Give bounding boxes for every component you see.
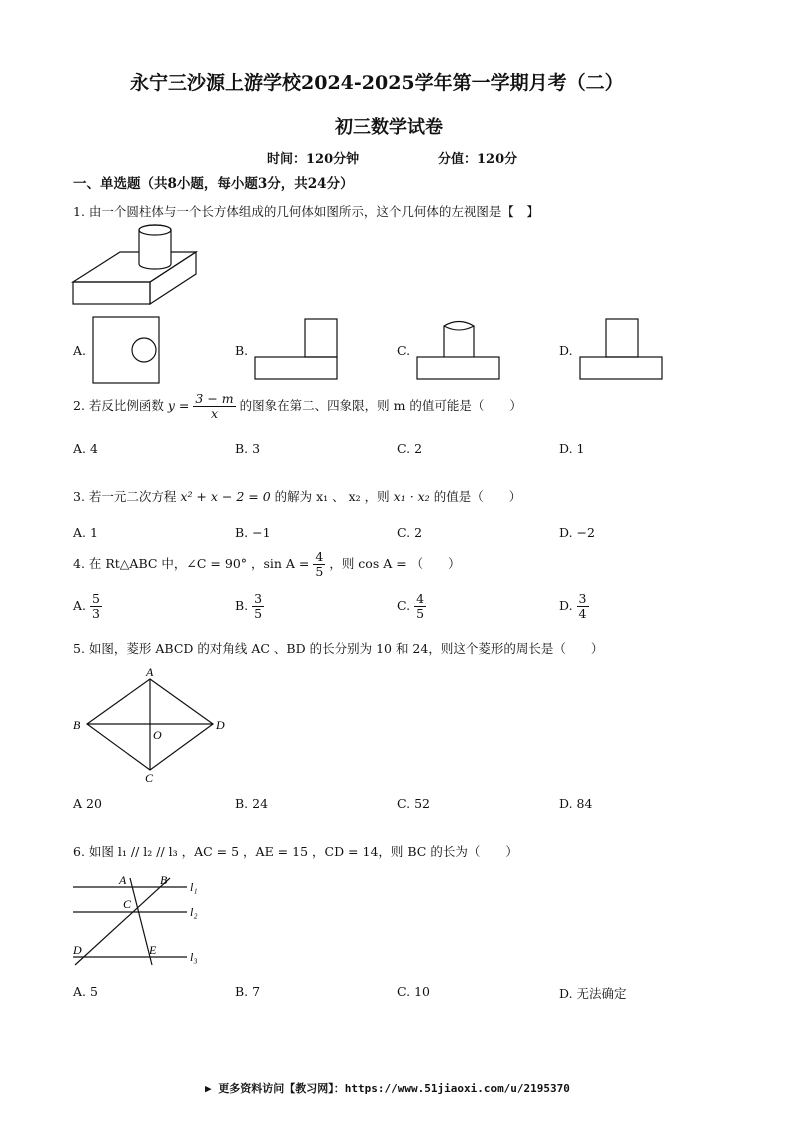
question-2 bbox=[73, 392, 522, 421]
q1-option-a-figure[interactable] bbox=[92, 316, 160, 384]
q4-denominator: 5 bbox=[315, 563, 324, 579]
q2-prefix: 2. 若反比例函数 bbox=[73, 397, 164, 413]
q4-option-b[interactable] bbox=[235, 592, 264, 621]
q5-label-o: O bbox=[153, 728, 162, 742]
q1-solid-figure bbox=[70, 222, 200, 307]
q4-option-d-den: 4 bbox=[578, 605, 587, 621]
q4-option-a[interactable] bbox=[73, 592, 102, 621]
q6-option-b[interactable]: B. 7 bbox=[235, 984, 261, 999]
q5-label-c: C bbox=[145, 771, 154, 785]
footer-link[interactable]: ▶ 更多资料访问【教习网】：https://www.51jiaoxi.com/u/2195370 bbox=[205, 1082, 570, 1095]
question-3 bbox=[73, 487, 521, 505]
q2-option-c[interactable]: C. 2 bbox=[397, 441, 423, 456]
q4-option-a-fraction bbox=[90, 592, 102, 621]
q3-product: x₁ · x₂ bbox=[393, 489, 430, 504]
q2-numerator: 3 − m bbox=[195, 391, 234, 406]
exam-time: 时间：120分钟 bbox=[267, 152, 360, 167]
q4-option-a-label: A. bbox=[73, 597, 87, 613]
q3-mid: 的解为 x₁ 、 x₂ ，则 bbox=[274, 489, 390, 504]
question-5-text: 5. 如图，菱形 ABCD 的对角线 AC 、BD 的长分别为 10 和 24，则这个菱形的周长是（ ） bbox=[73, 641, 604, 656]
q5-option-b[interactable]: B. 24 bbox=[235, 796, 269, 811]
q1-option-b-label[interactable]: B. bbox=[235, 343, 249, 358]
q6-label-d: D bbox=[73, 943, 82, 957]
q4-option-b-den: 5 bbox=[254, 605, 263, 621]
q4-option-a-num: 5 bbox=[92, 591, 100, 606]
q6-option-c[interactable]: C. 10 bbox=[397, 984, 430, 999]
section-heading: 一、单选题（共8小题，每小题3分，共24分） bbox=[73, 176, 354, 192]
q6-option-d[interactable]: D. 无法确定 bbox=[559, 986, 627, 1001]
q5-option-c[interactable]: C. 52 bbox=[397, 796, 430, 811]
q3-option-a[interactable]: A. 1 bbox=[73, 525, 98, 540]
exam-subtitle: 初三数学试卷 bbox=[335, 117, 443, 138]
q6-label-e: E bbox=[149, 943, 157, 957]
q4-option-d-label: D. bbox=[559, 597, 573, 613]
q1-option-c-label[interactable]: C. bbox=[397, 343, 411, 358]
q4-option-d[interactable] bbox=[559, 592, 589, 621]
q3-equation: x² + x − 2 = 0 bbox=[180, 489, 271, 504]
q2-option-d[interactable]: D. 1 bbox=[559, 441, 585, 456]
exam-score: 分值：120分 bbox=[438, 152, 518, 167]
q2-option-b[interactable]: B. 3 bbox=[235, 441, 261, 456]
q6-label-l1: l₁ bbox=[190, 880, 198, 894]
q4-prefix: 4. 在 Rt△ABC 中，∠C = 90° ，sin A = bbox=[73, 555, 310, 571]
q4-option-c-fraction bbox=[414, 592, 426, 621]
question-1-text: 1. 由一个圆柱体与一个长方体组成的几何体如图所示，这个几何体的左视图是【 】 bbox=[73, 204, 539, 219]
q1-option-c-figure[interactable] bbox=[416, 318, 502, 380]
q3-option-b[interactable]: B. −1 bbox=[235, 525, 271, 540]
q6-option-a[interactable]: A. 5 bbox=[73, 984, 98, 999]
q4-option-c-den: 5 bbox=[416, 605, 425, 621]
q6-label-a: A bbox=[119, 873, 127, 887]
q4-option-d-num: 3 bbox=[578, 591, 587, 606]
q3-option-d[interactable]: D. −2 bbox=[559, 525, 595, 540]
q5-option-d[interactable]: D. 84 bbox=[559, 796, 593, 811]
q4-option-d-fraction bbox=[577, 592, 589, 621]
q2-option-a[interactable]: A. 4 bbox=[73, 441, 98, 456]
q5-option-a[interactable]: A 20 bbox=[73, 796, 102, 811]
q1-option-d-label[interactable]: D. bbox=[559, 343, 573, 358]
question-4 bbox=[73, 550, 461, 579]
q4-fraction bbox=[313, 550, 325, 579]
exam-title: 永宁三沙源上游学校2024-2025学年第一学期月考（二） bbox=[130, 72, 624, 94]
q4-option-b-num: 3 bbox=[254, 591, 263, 606]
q2-fraction bbox=[193, 392, 235, 421]
q3-prefix: 3. 若一元二次方程 bbox=[73, 489, 177, 504]
q6-label-c: C bbox=[123, 897, 132, 911]
q5-label-d: D bbox=[216, 718, 225, 732]
question-6-text: 6. 如图 l₁ // l₂ // l₃ ，AC = 5 ，AE = 15 ，CD = 14，则 BC 的长为（ ） bbox=[73, 844, 518, 859]
q3-option-c[interactable]: C. 2 bbox=[397, 525, 423, 540]
q1-option-d-figure[interactable] bbox=[579, 318, 665, 380]
q6-label-b: B bbox=[160, 873, 168, 887]
q6-label-l3: l₃ bbox=[190, 950, 198, 964]
q4-numerator: 4 bbox=[315, 549, 324, 564]
q1-option-a-label[interactable]: A. bbox=[73, 343, 87, 358]
q5-label-b: B bbox=[73, 718, 81, 732]
q4-suffix: ，则 cos A = （ ） bbox=[329, 555, 461, 571]
q2-y: y = bbox=[167, 397, 190, 413]
q1-option-b-figure[interactable] bbox=[254, 318, 340, 380]
q4-option-b-fraction bbox=[252, 592, 264, 621]
q4-option-b-label: B. bbox=[235, 597, 249, 613]
q3-suffix: 的值是（ ） bbox=[433, 489, 522, 504]
q2-suffix: 的图象在第二、四象限，则 m 的值可能是（ ） bbox=[239, 397, 522, 413]
q5-rhombus-figure bbox=[70, 664, 235, 786]
q4-option-c[interactable] bbox=[397, 592, 426, 621]
q4-option-c-num: 4 bbox=[416, 591, 425, 606]
q4-option-a-den: 3 bbox=[92, 605, 100, 621]
q5-label-a: A bbox=[146, 665, 154, 679]
q2-denominator: x bbox=[210, 405, 219, 421]
q4-option-c-label: C. bbox=[397, 597, 411, 613]
q6-parallel-lines-figure bbox=[70, 870, 210, 970]
q6-label-l2: l₂ bbox=[190, 905, 198, 919]
